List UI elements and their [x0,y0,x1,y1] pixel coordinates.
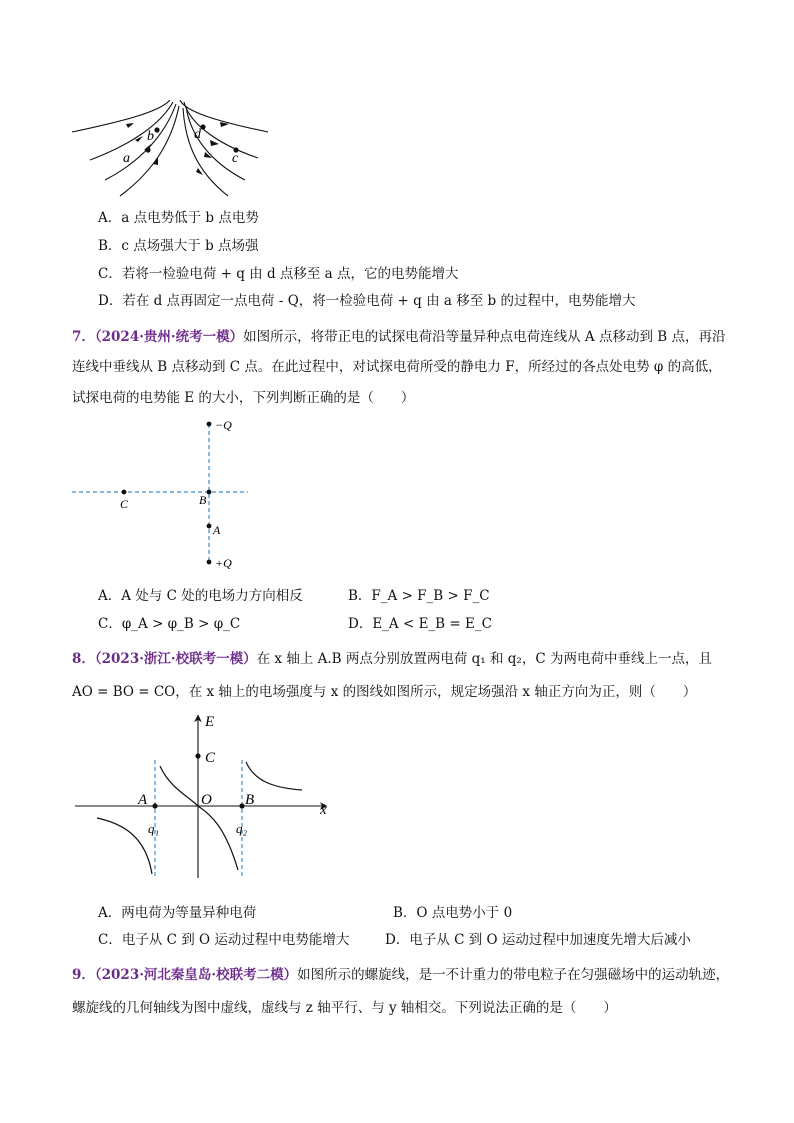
point-b [207,490,212,495]
negative-charge [207,422,212,427]
q7-source-tag: 7．（2024·贵州·统考一模） [72,329,244,345]
q7-option-d[interactable]: D．E_A < E_B = E_C [348,616,492,632]
point-c [195,753,200,758]
label-c: c [232,151,239,166]
q8-option-c[interactable]: C．电子从 C 到 O 运动过程中电势能增大 [98,932,350,948]
q9-stem-line2: 螺旋线的几何轴线为图中虚线，虚线与 z 轴平行、与 y 轴相交。下列说法正确的是（ ） [72,1000,617,1016]
q6-option-b[interactable]: B．c 点场强大于 b 点场强 [98,238,259,254]
q7-charges-figure [68,412,258,572]
point-b [239,803,244,808]
q7-option-a[interactable]: A．A 处与 C 处的电场力方向相反 [98,588,303,604]
origin-label: O [201,792,212,808]
minus-q-label: −Q [215,418,232,432]
b-label: B [199,493,207,507]
q7-stem-line1 [72,325,725,345]
q8-source-tag: 8．（2023·浙江·校联考一模） [72,651,257,667]
q8-e-x-graph [70,710,340,885]
q8-option-a[interactable]: A．两电荷为等量异种电荷 [98,905,257,921]
a-label: A [213,523,221,537]
point-c [122,490,127,495]
curve-between [160,766,238,870]
q7-option-c[interactable]: C．φ_A > φ_B > φ_C [98,616,241,632]
field-lines-figure [60,100,280,200]
label-b: b [147,129,154,144]
q8-stem-line1 [72,647,712,667]
a-label: A [138,792,148,808]
q8-text-1: 在 x 轴上 A.B 两点分别放置两电荷 q₁ 和 q₂，C 为两电荷中垂线上一点，且 [256,651,712,667]
q1-label: q₁ [148,821,160,836]
point-a [145,147,150,152]
label-d: d [194,127,201,142]
plus-q-label: +Q [215,556,232,570]
x-axis-label: x [320,802,327,818]
q7-stem-line3: 试探电荷的电势能 E 的大小，下列判断正确的是（ ） [72,390,415,406]
point-d [200,124,205,129]
q8-stem-line2: AO = BO = CO，在 x 轴上的电场强度与 x 的图线如图所示，规定场强沿 x 轴正方向为正，则（ ） [72,684,697,700]
q6-option-a[interactable]: A．a 点电势低于 b 点电势 [98,210,259,226]
q9-text-1: 如图所示的螺旋线，是一不计重力的带电粒子在匀强磁场中的运动轨迹， [297,967,730,983]
curve-left-of-q1 [97,818,152,874]
positive-charge [207,560,212,565]
q8-option-b[interactable]: B．O 点电势小于 0 [393,905,513,921]
e-axis-label: E [205,714,215,730]
q2-label: q₂ [236,821,248,836]
q8-option-d[interactable]: D．电子从 C 到 O 运动过程中加速度先增大后减小 [385,932,691,948]
q9-source-tag: 9．（2023·河北秦皇岛·校联考二模） [72,967,298,983]
q6-option-d[interactable]: D．若在 d 点再固定一点电荷 - Q，将一检验电荷 + q 由 a 移至 b 的过程中，电势能增大 [98,293,636,309]
q6-option-c[interactable]: C．若将一检验电荷 + q 由 d 点移至 a 点，它的电势能增大 [98,266,459,282]
point-a [207,524,212,529]
label-a: a [123,151,130,166]
q9-stem-line1 [72,963,729,983]
point-b [154,127,159,132]
curve-right-of-q2 [246,762,302,790]
c-label: C [120,497,129,511]
q7-stem-line2: 连线中垂线从 B 点移动到 C 点。在此过程中，对试探电荷所受的静电力 F，所经过的各点处电势 φ 的高低， [72,359,722,375]
c-label: C [205,750,216,766]
q7-text-1: 如图所示，将带正电的试探电荷沿等量异种点电荷连线从 A 点移动到 B 点，再沿 [243,329,726,345]
point-a [152,803,157,808]
b-label: B [245,792,255,808]
q7-option-b[interactable]: B．F_A > F_B > F_C [348,588,490,604]
